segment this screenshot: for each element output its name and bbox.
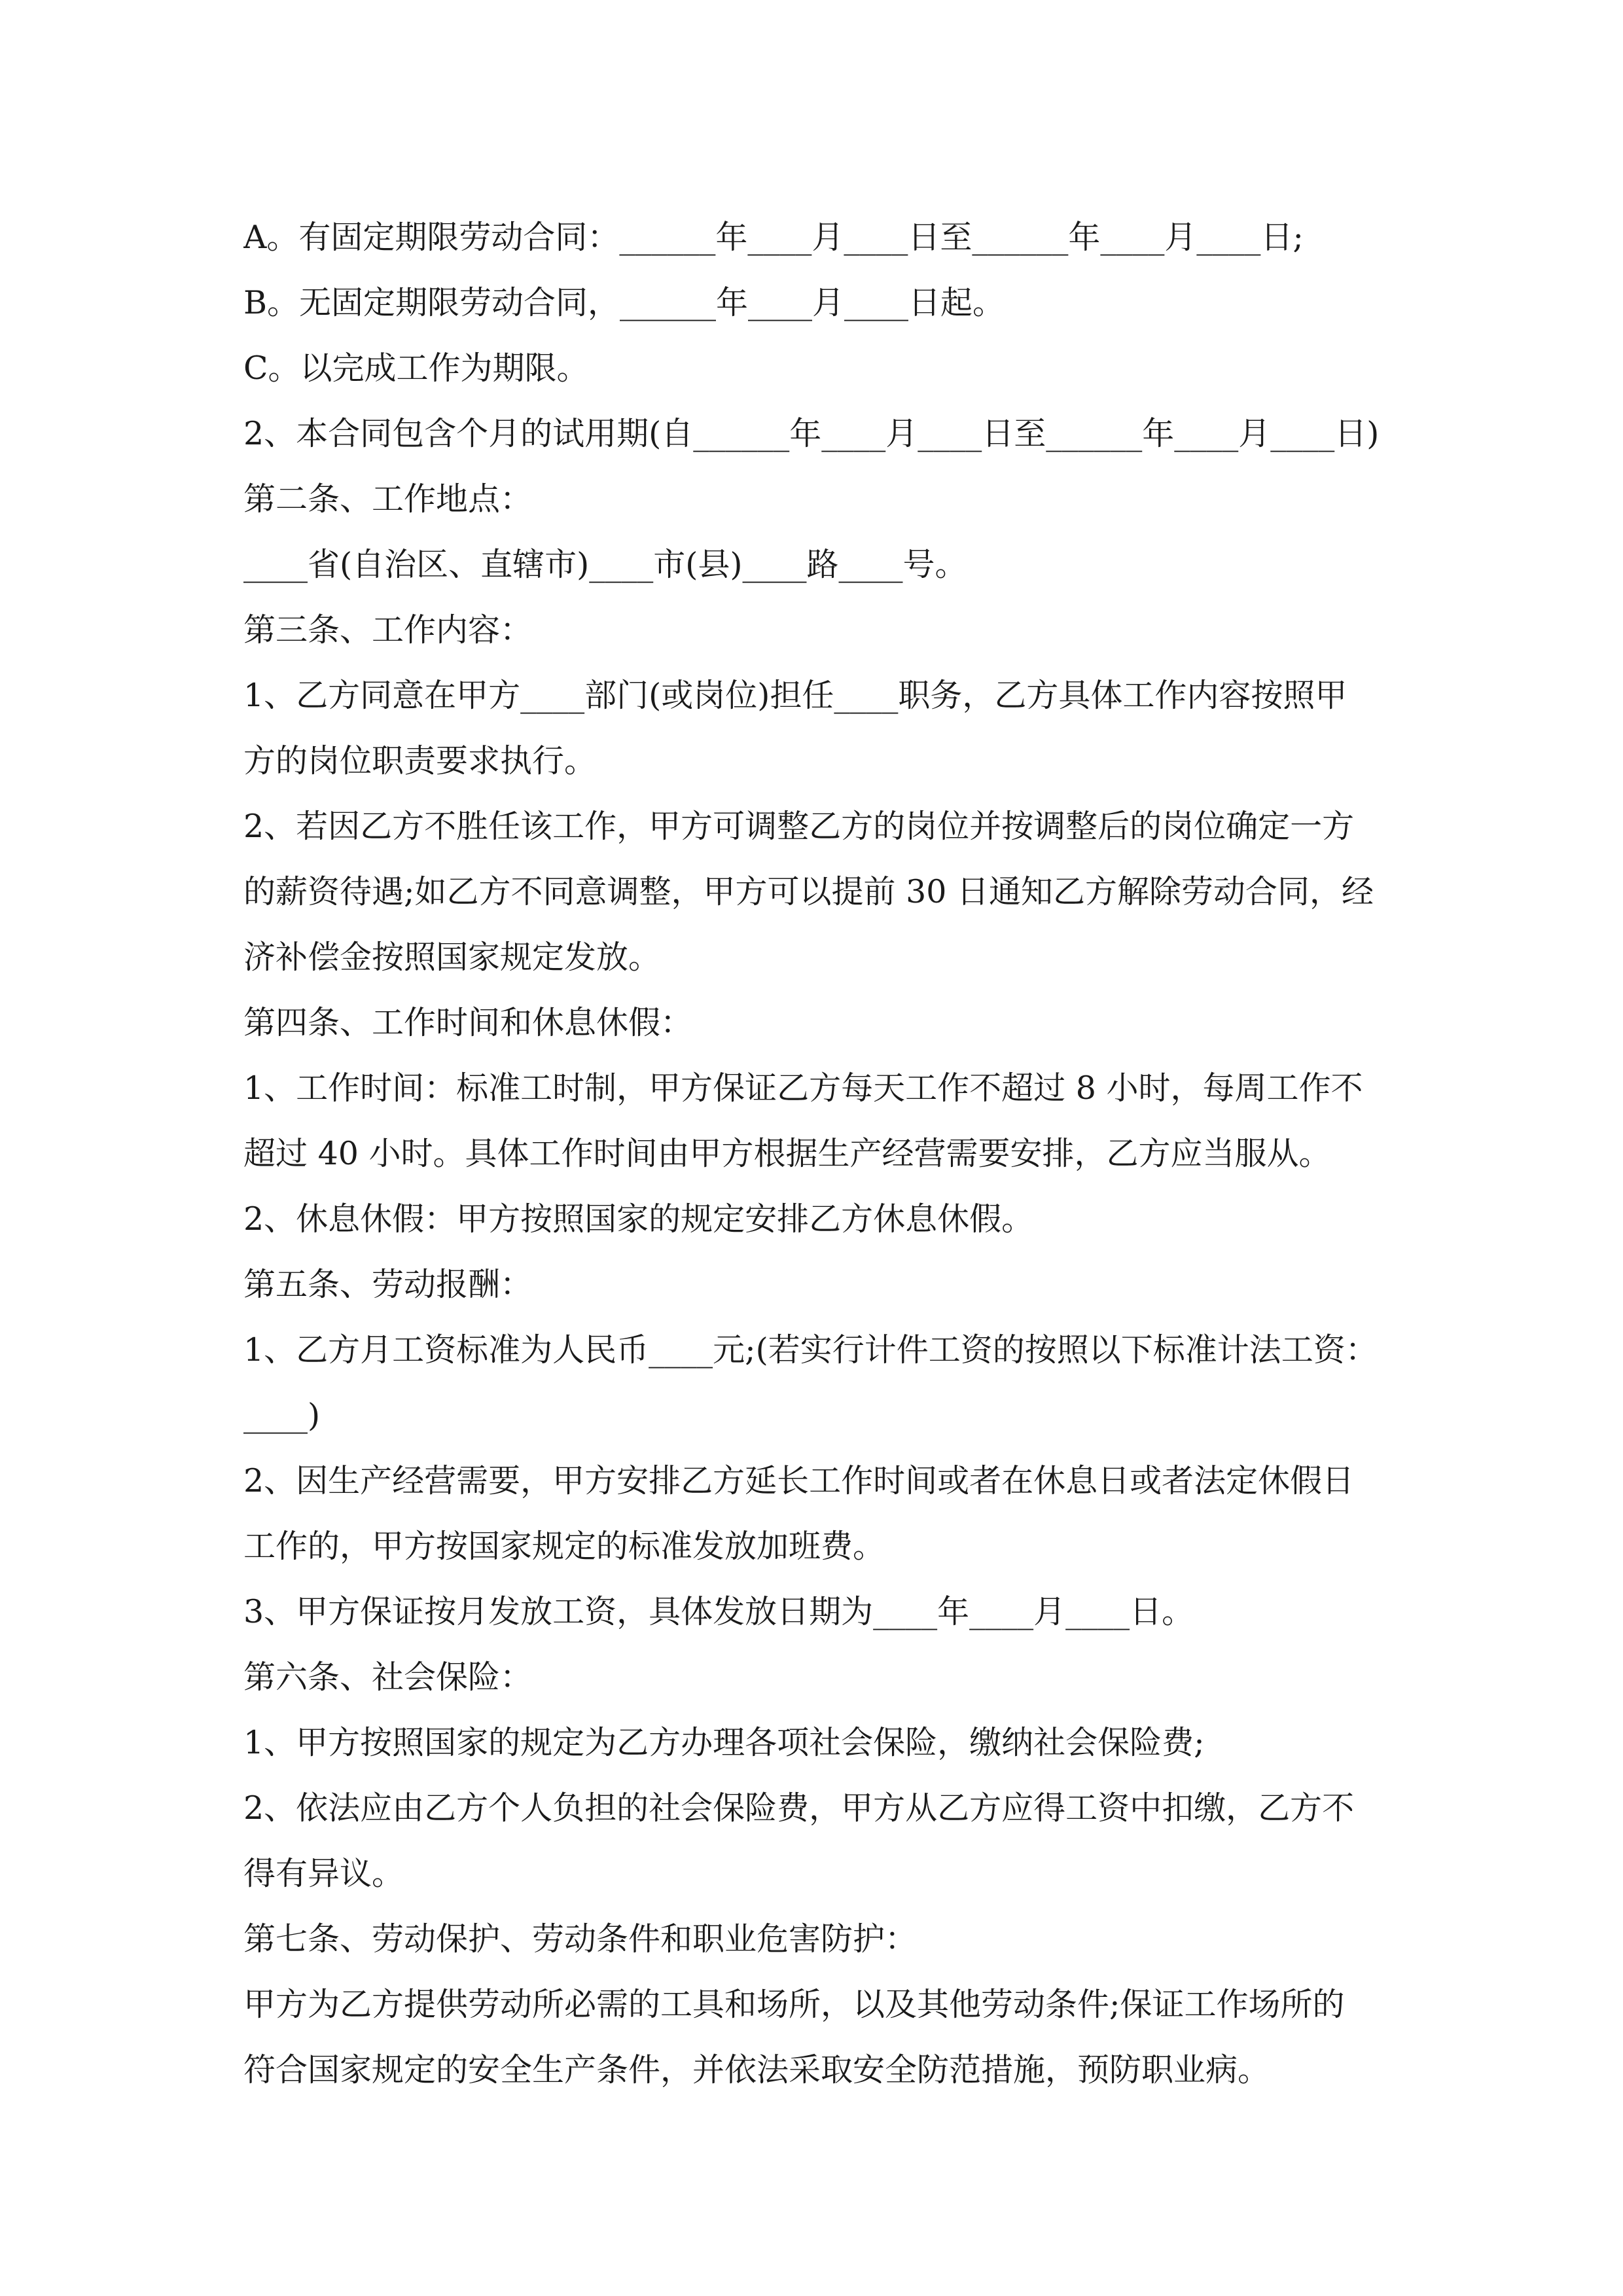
text-line: 1、工作时间：标准工时制，甲方保证乙方每天工作不超过 8 小时，每周工作不 [243, 1069, 1363, 1107]
text-line: C。以完成工作为期限。 [243, 350, 589, 387]
text-line: 2、若因乙方不胜任该工作，甲方可调整乙方的岗位并按调整后的岗位确定一方 [243, 808, 1355, 845]
section-heading: 第六条、社会保险： [243, 1659, 533, 1696]
text-line: 得有异议。 [243, 1855, 404, 1892]
text-line: 1、乙方同意在甲方____部门(或岗位)担任____职务，乙方具体工作内容按照甲 [243, 677, 1347, 714]
text-line: ____省(自治区、直辖市)____市(县)____路____号。 [243, 546, 967, 583]
section-heading: 第五条、劳动报酬： [243, 1266, 533, 1303]
text-line: 符合国家规定的安全生产条件，并依法采取安全防范措施，预防职业病。 [243, 2051, 1270, 2089]
text-line: A。有固定期限劳动合同：______年____月____日至______年____月____日; [243, 219, 1304, 256]
section-heading: 第三条、工作内容： [243, 611, 533, 649]
section-heading: 第四条、工作时间和休息休假： [243, 1004, 693, 1041]
text-line: ____) [243, 1397, 321, 1434]
text-line: 2、本合同包含个月的试用期(自______年____月____日至______年____月____日) [243, 415, 1380, 452]
section-heading: 第七条、劳动保护、劳动条件和职业危害防护： [243, 1920, 918, 1958]
text-line: 2、休息休假：甲方按照国家的规定安排乙方休息休假。 [243, 1200, 1034, 1238]
text-line: 3、甲方保证按月发放工资，具体发放日期为____年____月____日。 [243, 1593, 1194, 1630]
text-line: 济补偿金按照国家规定发放。 [243, 939, 661, 976]
text-line: 1、乙方月工资标准为人民币____元;(若实行计件工资的按照以下标准计法工资： [243, 1331, 1378, 1369]
text-line: B。无固定期限劳动合同，______年____月____日起。 [243, 284, 1005, 321]
text-line: 甲方为乙方提供劳动所必需的工具和场所，以及其他劳动条件;保证工作场所的 [243, 1986, 1345, 2023]
document-body [243, 205, 1393, 2103]
text-line: 超过 40 小时。具体工作时间由甲方根据生产经营需要安排，乙方应当服从。 [243, 1135, 1331, 1172]
text-line: 1、甲方按照国家的规定为乙方办理各项社会保险，缴纳社会保险费; [243, 1724, 1205, 1761]
text-line: 的薪资待遇;如乙方不同意调整，甲方可以提前 30 日通知乙方解除劳动合同，经 [243, 873, 1374, 910]
section-heading: 第二条、工作地点： [243, 480, 533, 518]
text-line: 2、依法应由乙方个人负担的社会保险费，甲方从乙方应得工资中扣缴，乙方不 [243, 1789, 1355, 1827]
text-line: 2、因生产经营需要，甲方安排乙方延长工作时间或者在休息日或者法定休假日 [243, 1462, 1355, 1499]
text-line: 工作的，甲方按国家规定的标准发放加班费。 [243, 1528, 885, 1565]
text-line: 方的岗位职责要求执行。 [243, 742, 597, 780]
